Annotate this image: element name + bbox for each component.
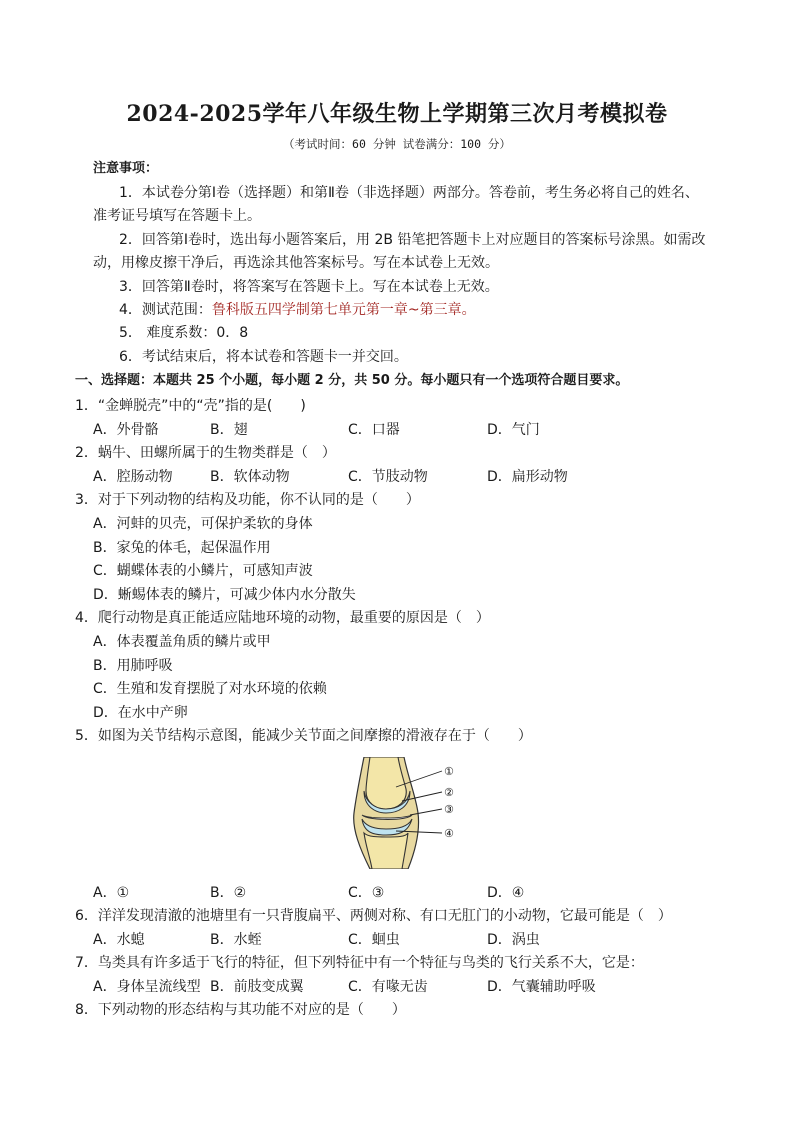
question-2-stem: 2．蜗牛、田螺所属于的生物类群是（ ） <box>75 445 336 461</box>
q4-option-d: D．在水中产卵 <box>93 705 188 721</box>
q1-option-c: C．口器 <box>348 422 400 438</box>
q7-option-d: D．气囊辅助呼吸 <box>487 979 596 995</box>
note-1b: 准考证号填写在答题卡上。 <box>93 208 261 224</box>
q6-option-c: C．蛔虫 <box>348 932 400 948</box>
note-5: 5． 难度系数：0．8 <box>119 325 249 341</box>
q2-option-c: C．节肢动物 <box>348 469 428 485</box>
q7-option-a: A．身体呈流线型 <box>93 979 201 995</box>
question-5-stem: 5．如图为关节结构示意图，能减少关节面之间摩擦的滑液存在于（ ） <box>75 728 532 744</box>
q2-option-d: D．扁形动物 <box>487 469 568 485</box>
q5-option-d: D．④ <box>487 885 525 901</box>
q2-option-b: B．软体动物 <box>210 469 290 485</box>
lower-bone <box>364 833 408 869</box>
q6-option-a: A．水螅 <box>93 932 145 948</box>
question-6-stem: 6．洋洋发现清澈的池塘里有一只背腹扁平、两侧对称、有口无肛门的小动物，它最可能是（ ） <box>75 908 672 924</box>
question-4-stem: 4．爬行动物是真正能适应陆地环境的动物，最重要的原因是（ ） <box>75 610 490 626</box>
note-4-prefix: 4．测试范围： <box>119 302 212 318</box>
q6-option-b: B．水蛭 <box>210 932 262 948</box>
note-1a: 1．本试卷分第Ⅰ卷（选择题）和第Ⅱ卷（非选择题）两部分。答卷前，考生务必将自己的姓名、 <box>119 185 699 201</box>
exam-subtitle: （考试时间：60 分钟 试卷满分：100 分） <box>283 137 511 151</box>
notes-heading: 注意事项： <box>93 161 159 176</box>
label-2: ② <box>444 786 454 799</box>
q3-option-d: D．蜥蜴体表的鳞片，可减少体内水分散失 <box>93 587 356 603</box>
note-4 <box>119 301 476 319</box>
note-2a: 2．回答第Ⅰ卷时，选出每小题答案后，用 2B 铅笔把答题卡上对应题目的答案标号涂黑。如需改 <box>119 232 706 248</box>
q5-option-a: A．① <box>93 885 130 901</box>
label-3: ③ <box>444 803 454 816</box>
q3-option-a: A．河蚌的贝壳，可保护柔软的身体 <box>93 516 313 532</box>
test-range: 鲁科版五四学制第七单元第一章~第三章。 <box>211 302 476 318</box>
question-8-stem: 8．下列动物的形态结构与其功能不对应的是（ ） <box>75 1002 406 1018</box>
label-1: ① <box>444 765 454 778</box>
q3-option-c: C．蝴蝶体表的小鳞片，可感知声波 <box>93 563 313 579</box>
label-4: ④ <box>444 827 454 840</box>
question-7-stem: 7．鸟类具有许多适于飞行的特征，但下列特征中有一个特征与鸟类的飞行关系不大，它是： <box>75 955 644 971</box>
q7-option-c: C．有喙无齿 <box>348 979 428 995</box>
note-6: 6．考试结束后，将本试卷和答题卡一并交回。 <box>119 349 408 365</box>
q1-option-b: B．翅 <box>210 422 248 438</box>
q4-option-c: C．生殖和发育摆脱了对水环境的依赖 <box>93 681 327 697</box>
joint-structure-diagram <box>346 757 466 869</box>
question-1-stem: 1．“金蝉脱壳”中的“壳”指的是( ) <box>75 398 306 414</box>
note-3: 3．回答第Ⅱ卷时，将答案写在答题卡上。写在本试卷上无效。 <box>119 279 499 295</box>
q5-option-b: B．② <box>210 885 247 901</box>
note-2b: 动，用橡皮擦干净后，再选涂其他答案标号。写在本试卷上无效。 <box>93 255 499 271</box>
exam-title: 2024-2025学年八年级生物上学期第三次月考模拟卷 <box>126 101 668 127</box>
section-heading: 一、选择题：本题共 25 个小题，每小题 2 分，共 50 分。每小题只有一个选项符合题目要求。 <box>75 373 629 388</box>
q3-option-b: B．家兔的体毛，起保温作用 <box>93 540 271 556</box>
q6-option-d: D．涡虫 <box>487 932 540 948</box>
q4-option-b: B．用肺呼吸 <box>93 658 173 674</box>
q1-option-d: D．气门 <box>487 422 540 438</box>
q7-option-b: B．前肢变成翼 <box>210 979 304 995</box>
question-3-stem: 3．对于下列动物的结构及功能，你不认同的是（ ） <box>75 492 420 508</box>
q4-option-a: A．体表覆盖角质的鳞片或甲 <box>93 634 271 650</box>
q5-option-c: C．③ <box>348 885 385 901</box>
q1-option-a: A．外骨骼 <box>93 422 159 438</box>
q2-option-a: A．腔肠动物 <box>93 469 173 485</box>
